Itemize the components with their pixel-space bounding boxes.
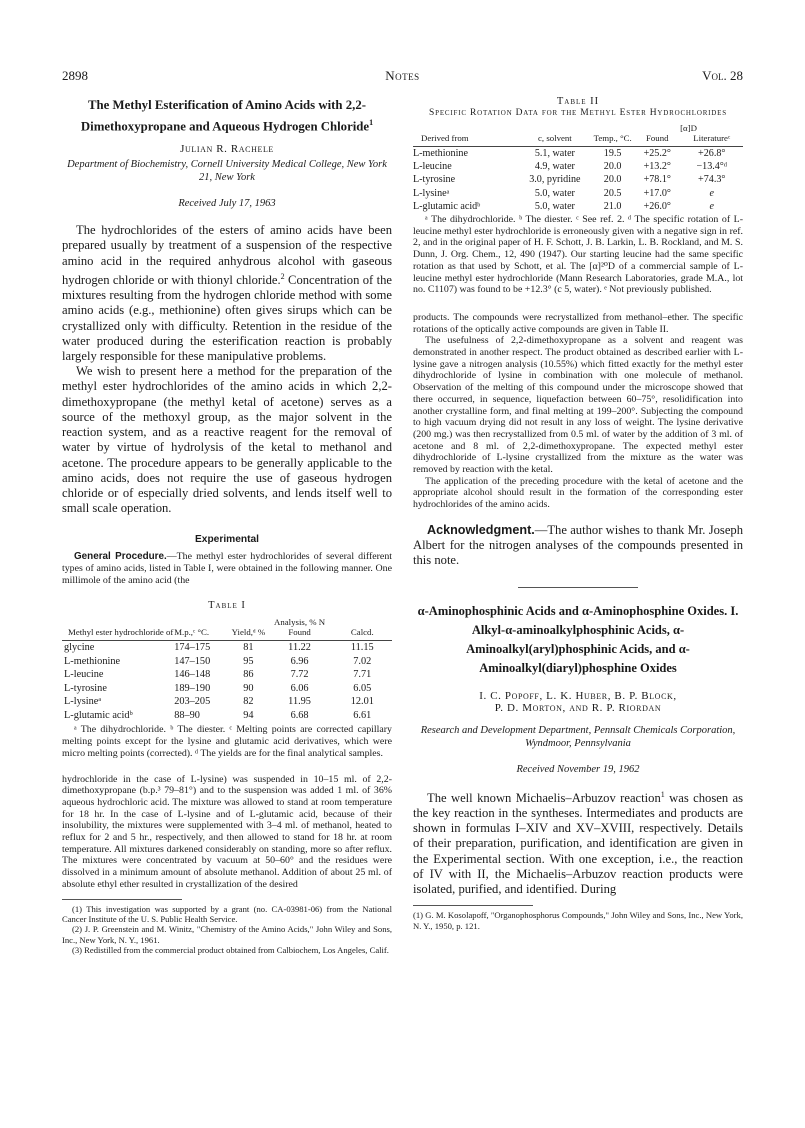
table2-cell: 20.5 [603,187,622,199]
table2-cell: 20.0 [603,174,622,186]
acknowledgment-text: —The author wishes to thank Mr. Joseph Albert for the nitrogen analyses of the compounds presented in this note. [413,522,743,568]
right-paragraph-3: The application of the preceding procedure with the ketal of acetone and the appropriate alcohol should result in the formation of the corresponding ester hydrochlorides of the amino acids. [413,475,743,511]
table2 [413,123,743,213]
table2-cell: +25.2° [643,148,671,159]
table1-cell: 82 [243,696,254,708]
table2-body [413,147,743,214]
table2-cell: −13.4°ᵈ [696,161,727,173]
article-title [62,96,392,135]
procedure-continuation: hydrochloride in the case of L-lysine) was suspended in 10–15 ml. of 2,2-dimethoxypropane (b.p.³ 79–81°) and to the suspension was added 1 ml. of 36% aqueous hydrochloric acid. The mixture was allowed to stand at room temperature for 18 hr. In the case of L-lysine and of L-glutamic acid, because of their insolubility, the mixtures were supplemented with 3–4 ml. of methanol, heated to reflux for 2 and 5 hr., respectively, and then allowed to stand for 18 hr. at room temperature. All mixtures darkened considerably on standing, more so after reflux. The mixtures were concentrated by vacuum at 50–60° and the residues were dissolved in a minimum amount of absolute methanol. Addition of about 25 ml. of absolute ethyl ether resulted in crystallization of the desired [62,773,392,890]
table2-cell: 20.0 [603,161,622,173]
table1-cell: 86 [243,669,254,681]
table2-cell: +17.0° [643,187,671,199]
footnote: (3) Redistilled from the commercial product obtained from Calbiochem, Los Angeles, Calif. [72,945,389,956]
right-paragraph-2: The usefulness of 2,2-dimethoxypropane as a solvent and reagent was demonstrated in another respect. The product obtained as described earlier with L-lysine gave a nitrogen analysis (10.55%) which fitted exactly for the methyl ester dihydrochloride of lysine in combination with one molecule of methanol. Observation of the melting of this compound under the microscope showed that there occurred, in sequence, liquefaction between 60–75°, resolidification into another crystalline form, and final melting at 199–200°. Subjecting the compound to high vacuum drying did not result in any loss of weight. The lysine derivative (200 mg.) was then recrystallized from 0.5 ml. of water by the addition of 3 ml. of acetone and 8 ml. of 2,2-dimethoxypropane. The expected methyl ester dihydrochloride of L-lysine crystallized from the mixture as the water was removed by reaction with the ketal. [413,335,743,476]
article2-authors-line1: I. C. Popoff, L. K. Huber, B. P. Block, [479,689,677,702]
article2-text-b: was chosen as the key reaction in the syntheses. Intermediates and products are shown in formulas I–XIV and XV–XVIII, respectively. Details of their preparation, purification, and identification are given in the Experimental section. With one exception, i.e., the reaction of IV with II, the Michaelis–Arbuzov reaction products were isolated, purified, and identified. During [413,790,744,896]
table1-cell: 94 [243,709,254,721]
table2-row [413,160,743,173]
table1-cell: glycine [64,642,95,654]
volume-label: Vol. 28 [702,68,743,83]
table2-cell: L-glutamic acidᵇ [413,200,481,212]
table2-cell: e [709,187,714,199]
table2-row [413,173,743,186]
table2-row [413,147,743,161]
table2-row [413,200,743,213]
table1-cell: 146–148 [174,669,211,681]
table1-row [62,655,392,669]
article2-received: Received November 19, 1962 [516,763,640,775]
t2-col-header-found: Found [646,133,669,143]
received-date: Received July 17, 1963 [178,198,276,210]
table1-cell: 174–175 [174,642,211,654]
left-column [62,94,392,956]
title-footnote-marker: 1 [369,118,374,127]
article2-authors-line2: P. D. Morton, and R. P. Riordan [494,701,662,714]
t1-col-header-calcd: Calcd. [350,627,374,638]
table1-cell: 6.06 [290,682,309,694]
table2-cell: 3.0, pyridine [529,174,581,186]
table1-cell: 7.02 [353,655,372,667]
article-author: Julian R. Rachele [180,143,274,156]
table1-cell: L-glutamic acidᵇ [64,709,133,721]
right-column [413,94,743,931]
intro-paragraph-1 [62,223,392,364]
table1-row [62,641,392,655]
table1-cell: 95 [243,655,254,667]
table2-cell: 5.0, water [534,187,575,199]
table2-subtitle: Specific Rotation Data for the Methyl Ester Hydrochlorides [429,108,727,118]
table1-row [62,695,392,709]
table1-cell: 189–190 [174,682,211,694]
table1-cell: 6.68 [290,709,309,721]
table2-cell: 5.1, water [534,148,575,159]
table2-cell: L-leucine [413,161,452,173]
table1-cell: 11.95 [288,696,311,708]
t1-col-header-found: Analysis, % N Found [274,617,326,638]
t2-col-header-derived: Derived from [421,133,469,143]
t2-col-header-literature: Literatureᶜ [693,133,731,143]
table1-row [62,668,392,682]
running-header [62,68,743,88]
table1-cell: 6.61 [353,709,372,721]
table2-footnote: ᵃ The dihydrochloride. ᵇ The diester. ᶜ See ref. 2. ᵈ The specific rotation of L-leucine methyl ester hydrochloride is erroneously given with a negative sign in ref. 2, and in the original paper of H. F. Schott, J. B. Larkin, L. B. Rockland, and M. S. Dunn, J. Org. Chem., 12, 490 (1947). Our starting leucine had the same specific rotation as that used by Schott, et al. The [α]²⁰D of a commercial sample of L-leucine methyl ester hydrochloride (Mann Research Laboratories, grade M.A., lot no. C1107) was found to be +12.3° (c 5, water). ᵉ Not previously published. [413,214,743,296]
page-number: 2898 [62,68,88,83]
table2-cell: 4.9, water [534,161,575,173]
article2-text-a: The well known Michaelis–Arbuzov reaction [427,790,661,805]
table1-cell: 88–90 [174,709,200,721]
table1-cell: 11.22 [288,642,311,654]
table2-cell: +13.2° [643,161,671,173]
article-separator [518,587,638,588]
table2-cell: e [709,200,714,212]
table1-cell: L-tyrosine [64,682,107,694]
t1-col-header-yield: Yield,ᵈ % [231,627,266,638]
acknowledgment-paragraph [413,523,743,569]
table2-cell: +26.0° [643,200,671,212]
table1-caption: Table I [208,600,246,612]
table1-cell: 6.96 [290,655,309,667]
table1-cell: 6.05 [353,682,372,694]
table2-cell: L-tyrosine [413,174,456,186]
table1-cell: 7.71 [353,669,372,681]
article2-footnote: (1) G. M. Kosolapoff, "Organophosphorus Compounds," John Wiley and Sons, Inc., New York, N. Y., 1950, p. 121. [413,910,743,931]
table2-row [413,187,743,200]
table1 [62,617,392,722]
table1-cell: 12.01 [350,696,374,708]
general-procedure-paragraph [62,551,392,586]
ref-marker: 2 [280,271,285,281]
table1-row [62,682,392,696]
general-procedure-runin: General Procedure. [74,551,167,563]
table2-caption: Table II [556,96,600,107]
footnote-rule-right [413,905,533,906]
article2-paragraph-1 [413,787,743,898]
table2-cell: L-methionine [413,148,468,159]
intro-paragraph-2: We wish to present here a method for the preparation of the methyl ester hydrochlorides of the amino acids in which 2,2-dimethoxypropane (the methyl ketal of acetone) serves as a source of the methoxyl group, as the major solvent in the reaction system, and as a reactive reagent for the removal of water by virtue of hydrolysis of the ketal to methanol and acetone. The procedure appears to be generally applicable to the amino acids, does not require the use of gaseous hydrogen chloride or of especially dried solvents, and lends itself well to small scale operation. [62,364,392,516]
article-affiliation: Department of Biochemistry, Cornell University Medical College, New York 21, New York [67,159,387,184]
table1-footnote: ᵃ The dihydrochloride. ᵇ The diester. ᶜ Melting points are corrected capillary melting points except for the lysine and glutamic acid derivatives, which were micro melting points (corrected). ᵈ The yields are for the final analytical samples. [62,724,392,759]
experimental-heading: Experimental [195,534,259,546]
table1-cell: 90 [243,682,254,694]
general-procedure-text: —The methyl ester hydrochlorides of several different types of amino acids, listed in Table I, were obtained in the following manner. One millimole of the amino acid (the [62,551,392,586]
intro-text-a: The hydrochlorides of the esters of amino acids have been prepared usually by treatment of a suspension of the respective amino acid in the required anhydrous alcohol with gaseous hydrogen chloride or with thionyl chloride. [62,223,392,288]
table1-cell: 203–205 [174,696,211,708]
t1-col-header-mp: M.p.,ᶜ °C. [174,627,210,638]
section-name: Notes [385,68,420,83]
table1-cell: 7.72 [290,669,309,681]
table2-cell: 19.5 [603,148,622,159]
t2-col-header-temp: Temp., °C. [593,133,632,143]
table1-cell: 11.15 [350,642,374,654]
footnote: (1) This investigation was supported by a grant (no. CA-03981-06) from the National Cancer Institute of the U. S. Public Health Service. [62,903,392,924]
intro-text-b: Concentration of the mixtures resulting from the hydrogen chloride method with some amino acids (e.g., methionine) often gives sirups which can be crystallized only with difficulty. Retention in the residue of the water produced during the esterification reaction is probably largely responsible for these manipulative problems. [62,273,393,364]
table1-cell: L-lysineᵃ [64,696,102,708]
table2-cell: +26.8° [698,148,726,159]
table1-row [62,709,392,723]
table1-cell: L-methionine [64,655,121,667]
footnote: (2) J. P. Greenstein and M. Winitz, "Chemistry of the Amino Acids," John Wiley and Sons, Inc., New York, N. Y., 1961. [62,924,392,945]
table2-cell: 5.0, water [534,200,575,212]
acknowledgment-runin: Acknowledgment. [427,522,535,537]
table1-cell: 81 [243,642,254,654]
table2-cell: L-lysineᵃ [413,187,450,199]
t2-alpha-header: [α]D [680,123,697,133]
article-title-text: The Methyl Esterification of Amino Acids with 2,2-Dimethoxypropane and Aqueous Hydrogen Chloride [80,98,370,134]
t2-col-header-solvent: c, solvent [538,133,572,143]
footnote-rule [62,899,182,900]
table1-cell: L-leucine [64,669,104,681]
table2-cell: +78.1° [643,174,671,186]
t1-col-header-compound: Methyl ester hydrochloride of [68,627,174,638]
article2-affiliation: Research and Development Department, Pennsalt Chemicals Corporation, Wyndmoor, Pennsylvania [420,724,736,749]
table2-cell: +74.3° [698,174,726,186]
footnotes-left [62,904,392,956]
article2-title: α-Aminophosphinic Acids and α-Aminophosphine Oxides. I. Alkyl-α-aminoalkylphosphinic Acids, α-Aminoalkyl(aryl)phosphinic Acids, and α-Aminoalkyl(diaryl)phosphine Oxides [417,603,739,675]
table1-cell: 147–150 [174,655,211,667]
article2-ref-marker: 1 [660,789,665,799]
table1-body [62,641,392,723]
right-paragraph-1: products. The compounds were recrystallized from methanol–ether. The specific rotations of the optically active compounds are given in Table II. [413,311,743,335]
table2-cell: 21.0 [603,200,622,212]
